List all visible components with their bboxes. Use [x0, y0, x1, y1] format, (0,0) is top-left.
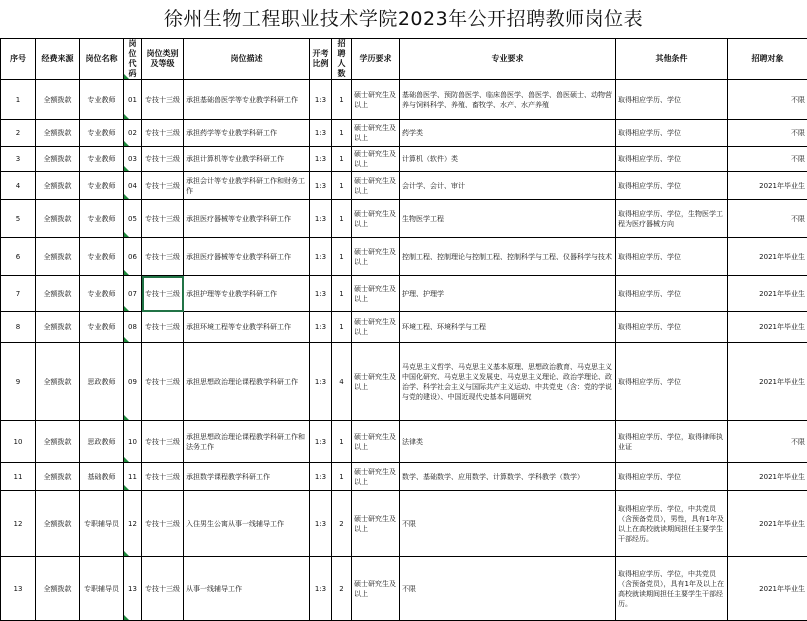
table-row: [1, 147, 807, 172]
cell-post[interactable]: 专职辅导员: [80, 491, 124, 557]
cell-code[interactable]: 12: [124, 491, 142, 557]
cell-target[interactable]: 2021年毕业生: [728, 238, 807, 276]
table-row: [1, 172, 807, 200]
header-cell[interactable]: 其他条件: [616, 39, 728, 80]
cell-edu[interactable]: 硕士研究生及以上: [352, 200, 400, 238]
cell-major[interactable]: 基础兽医学、预防兽医学、临床兽医学、兽医学、兽医硕士、动物营养与饲料科学、养殖、畜牧学、水产、水产养殖: [400, 80, 616, 120]
cell-ratio[interactable]: 1:3: [310, 147, 332, 172]
cell-num[interactable]: 1: [332, 276, 352, 312]
cell-ratio[interactable]: 1:3: [310, 200, 332, 238]
table-row: [1, 557, 807, 621]
cell-other[interactable]: 取得相应学历、学位，中共党员（含预备党员），具有1年及以上在高校就读期间担任主要学生干部经历。: [616, 557, 728, 621]
cell-other[interactable]: 取得相应学历、学位: [616, 238, 728, 276]
cell-no[interactable]: 1: [1, 80, 36, 120]
cell-post[interactable]: 专业教师: [80, 120, 124, 147]
cell-edu[interactable]: 硕士研究生及以上: [352, 491, 400, 557]
cell-ratio[interactable]: 1:3: [310, 312, 332, 343]
cell-no[interactable]: 5: [1, 200, 36, 238]
cell-edu[interactable]: 硕士研究生及以上: [352, 80, 400, 120]
cell-edu[interactable]: 硕士研究生及以上: [352, 276, 400, 312]
cell-target[interactable]: 不限: [728, 147, 807, 172]
cell-fund[interactable]: 全额拨款: [36, 172, 80, 200]
cell-no[interactable]: 8: [1, 312, 36, 343]
cell-edu[interactable]: 硕士研究生及以上: [352, 147, 400, 172]
header-cell[interactable]: 经费来源: [36, 39, 80, 80]
cell-desc[interactable]: 承担医疗器械等专业教学科研工作: [184, 238, 310, 276]
cell-no[interactable]: 7: [1, 276, 36, 312]
table-row: [1, 238, 807, 276]
cell-num[interactable]: 1: [332, 312, 352, 343]
cell-desc[interactable]: 入住男生公寓从事一线辅导工作: [184, 491, 310, 557]
table-row: [1, 421, 807, 463]
cell-major[interactable]: 数学、基础数学、应用数学、计算数学、学科教学（数学）: [400, 463, 616, 491]
cell-other[interactable]: 取得相应学历、学位，中共党员（含预备党员），男性，具有1年及以上在高校就读期间担任主要学生干部经历。: [616, 491, 728, 557]
cell-major[interactable]: 环境工程、环境科学与工程: [400, 312, 616, 343]
cell-num[interactable]: 1: [332, 463, 352, 491]
cell-level[interactable]: 专技十三级: [142, 238, 184, 276]
cell-major[interactable]: 马克思主义哲学、马克思主义基本原理、思想政治教育、马克思主义中国化研究、马克思主义发展史、马克思主义理论、政治学理论、政治学、科学社会主义与国际共产主义运动、中共党史（含：党的学说与党的建设）、中国近现代史基本问题研究: [400, 343, 616, 421]
cell-num[interactable]: 2: [332, 491, 352, 557]
cell-fund[interactable]: 全额拨款: [36, 491, 80, 557]
cell-post[interactable]: 专业教师: [80, 200, 124, 238]
cell-post[interactable]: 思政教师: [80, 343, 124, 421]
cell-major[interactable]: 药学类: [400, 120, 616, 147]
cell-num[interactable]: 1: [332, 421, 352, 463]
cell-level[interactable]: 专技十三级: [142, 312, 184, 343]
cell-code[interactable]: 01: [124, 80, 142, 120]
cell-major[interactable]: 计算机（软件）类: [400, 147, 616, 172]
header-cell[interactable]: 学历要求: [352, 39, 400, 80]
cell-fund[interactable]: 全额拨款: [36, 557, 80, 621]
header-cell[interactable]: 岗位代码: [124, 39, 142, 80]
cell-ratio[interactable]: 1:3: [310, 343, 332, 421]
cell-other[interactable]: 取得相应学历、学位，生物医学工程为医疗器械方向: [616, 200, 728, 238]
cell-post[interactable]: 专职辅导员: [80, 557, 124, 621]
cell-ratio[interactable]: 1:3: [310, 276, 332, 312]
cell-other[interactable]: 取得相应学历、学位: [616, 172, 728, 200]
cell-target[interactable]: 2021年毕业生: [728, 172, 807, 200]
cell-fund[interactable]: 全额拨款: [36, 120, 80, 147]
sheet-title: 徐州生物工程职业技术学院2023年公开招聘教师岗位表: [0, 0, 807, 38]
header-cell[interactable]: 招聘人数: [332, 39, 352, 80]
cell-major[interactable]: 控制工程、控制理论与控制工程、控制科学与工程、仪器科学与技术: [400, 238, 616, 276]
cell-code[interactable]: 09: [124, 343, 142, 421]
cell-level[interactable]: 专技十三级: [142, 463, 184, 491]
cell-level[interactable]: 专技十三级: [142, 200, 184, 238]
cell-other[interactable]: 取得相应学历、学位: [616, 147, 728, 172]
cell-code[interactable]: 05: [124, 200, 142, 238]
header-cell[interactable]: 岗位描述: [184, 39, 310, 80]
cell-num[interactable]: 1: [332, 238, 352, 276]
cell-post[interactable]: 思政教师: [80, 421, 124, 463]
cell-code[interactable]: 13: [124, 557, 142, 621]
cell-major[interactable]: 不限: [400, 557, 616, 621]
cell-level[interactable]: 专技十三级: [142, 421, 184, 463]
cell-edu[interactable]: 硕士研究生及以上: [352, 421, 400, 463]
cell-edu[interactable]: 硕士研究生及以上: [352, 312, 400, 343]
cell-target[interactable]: 2021年毕业生: [728, 312, 807, 343]
cell-level[interactable]: 专技十三级: [142, 147, 184, 172]
cell-level-selected[interactable]: 专技十三级: [142, 276, 184, 312]
cell-edu[interactable]: 硕士研究生及以上: [352, 120, 400, 147]
cell-major[interactable]: 法律类: [400, 421, 616, 463]
cell-no[interactable]: 9: [1, 343, 36, 421]
table-row: [1, 120, 807, 147]
cell-post[interactable]: 专业教师: [80, 238, 124, 276]
cell-fund[interactable]: 全额拨款: [36, 147, 80, 172]
cell-desc[interactable]: 承担计算机等专业教学科研工作: [184, 147, 310, 172]
cell-fund[interactable]: 全额拨款: [36, 80, 80, 120]
header-cell[interactable]: 岗位类别及等级: [142, 39, 184, 80]
cell-ratio[interactable]: 1:3: [310, 557, 332, 621]
cell-level[interactable]: 专技十三级: [142, 80, 184, 120]
cell-target[interactable]: 2021年毕业生: [728, 343, 807, 421]
cell-ratio[interactable]: 1:3: [310, 463, 332, 491]
cell-desc[interactable]: 承担思想政治理论课程教学科研工作: [184, 343, 310, 421]
cell-ratio[interactable]: 1:3: [310, 421, 332, 463]
cell-target[interactable]: 不限: [728, 120, 807, 147]
table-row: [1, 463, 807, 491]
cell-ratio[interactable]: 1:3: [310, 80, 332, 120]
cell-level[interactable]: 专技十三级: [142, 491, 184, 557]
table-row: [1, 276, 807, 312]
cell-desc[interactable]: 承担药学等专业教学科研工作: [184, 120, 310, 147]
cell-no[interactable]: 11: [1, 463, 36, 491]
header-cell[interactable]: 专业要求: [400, 39, 616, 80]
header-cell[interactable]: 岗位名称: [80, 39, 124, 80]
table-row: [1, 312, 807, 343]
cell-code[interactable]: 10: [124, 421, 142, 463]
cell-target[interactable]: 2021年毕业生: [728, 491, 807, 557]
cell-major[interactable]: 护理、护理学: [400, 276, 616, 312]
cell-target[interactable]: 不限: [728, 80, 807, 120]
cell-other[interactable]: 取得相应学历、学位: [616, 463, 728, 491]
cell-desc[interactable]: 承担思想政治理论课程教学科研工作和法务工作: [184, 421, 310, 463]
cell-ratio[interactable]: 1:3: [310, 172, 332, 200]
cell-post[interactable]: 专业教师: [80, 172, 124, 200]
cell-post[interactable]: 专业教师: [80, 147, 124, 172]
cell-ratio[interactable]: 1:3: [310, 491, 332, 557]
cell-fund[interactable]: 全额拨款: [36, 312, 80, 343]
cell-no[interactable]: 2: [1, 120, 36, 147]
cell-level[interactable]: 专技十三级: [142, 557, 184, 621]
cell-no[interactable]: 4: [1, 172, 36, 200]
header-cell[interactable]: 开考比例: [310, 39, 332, 80]
cell-no[interactable]: 10: [1, 421, 36, 463]
cell-target[interactable]: 2021年毕业生: [728, 463, 807, 491]
cell-no[interactable]: 12: [1, 491, 36, 557]
table-row: [1, 80, 807, 120]
cell-code[interactable]: 11: [124, 463, 142, 491]
cell-major[interactable]: 不限: [400, 491, 616, 557]
cell-target[interactable]: 2021年毕业生: [728, 276, 807, 312]
cell-edu[interactable]: 硕士研究生及以上: [352, 238, 400, 276]
cell-no[interactable]: 13: [1, 557, 36, 621]
table-row: [1, 200, 807, 238]
cell-desc[interactable]: 承担会计等专业教学科研工作和财务工作: [184, 172, 310, 200]
header-row: [1, 39, 807, 80]
cell-num[interactable]: 1: [332, 172, 352, 200]
job-table: [0, 38, 807, 621]
cell-other[interactable]: 取得相应学历、学位: [616, 312, 728, 343]
cell-fund[interactable]: 全额拨款: [36, 463, 80, 491]
cell-post[interactable]: 专业教师: [80, 80, 124, 120]
cell-edu[interactable]: 硕士研究生及以上: [352, 172, 400, 200]
cell-other[interactable]: 取得相应学历、学位: [616, 80, 728, 120]
cell-other[interactable]: 取得相应学历、学位: [616, 120, 728, 147]
cell-num[interactable]: 1: [332, 120, 352, 147]
header-cell[interactable]: 序号: [1, 39, 36, 80]
cell-code[interactable]: 08: [124, 312, 142, 343]
cell-code[interactable]: 07: [124, 276, 142, 312]
cell-edu[interactable]: 硕士研究生及以上: [352, 463, 400, 491]
cell-desc[interactable]: 承担数学课程教学科研工作: [184, 463, 310, 491]
cell-desc[interactable]: 承担基础兽医学等专业教学科研工作: [184, 80, 310, 120]
cell-no[interactable]: 3: [1, 147, 36, 172]
cell-ratio[interactable]: 1:3: [310, 238, 332, 276]
table-row: [1, 491, 807, 557]
cell-level[interactable]: 专技十三级: [142, 120, 184, 147]
cell-num[interactable]: 1: [332, 147, 352, 172]
cell-desc[interactable]: 从事一线辅导工作: [184, 557, 310, 621]
cell-target[interactable]: 不限: [728, 200, 807, 238]
cell-code[interactable]: 02: [124, 120, 142, 147]
cell-target[interactable]: 2021年毕业生: [728, 557, 807, 621]
cell-fund[interactable]: 全额拨款: [36, 421, 80, 463]
cell-major[interactable]: 会计学、会计、审计: [400, 172, 616, 200]
cell-ratio[interactable]: 1:3: [310, 120, 332, 147]
cell-desc[interactable]: 承担护理等专业教学科研工作: [184, 276, 310, 312]
table-row: [1, 343, 807, 421]
cell-no[interactable]: 6: [1, 238, 36, 276]
cell-edu[interactable]: 硕士研究生及以上: [352, 557, 400, 621]
cell-code[interactable]: 04: [124, 172, 142, 200]
cell-edu[interactable]: 硕士研究生及以上: [352, 343, 400, 421]
cell-desc[interactable]: 承担环境工程等专业教学科研工作: [184, 312, 310, 343]
cell-other[interactable]: 取得相应学历、学位: [616, 343, 728, 421]
cell-code[interactable]: 06: [124, 238, 142, 276]
cell-num[interactable]: 1: [332, 80, 352, 120]
cell-post[interactable]: 专业教师: [80, 312, 124, 343]
cell-level[interactable]: 专技十三级: [142, 172, 184, 200]
cell-major[interactable]: 生物医学工程: [400, 200, 616, 238]
header-cell[interactable]: 招聘对象: [728, 39, 807, 80]
cell-num[interactable]: 1: [332, 200, 352, 238]
cell-post[interactable]: 基础教师: [80, 463, 124, 491]
cell-fund[interactable]: 全额拨款: [36, 200, 80, 238]
cell-post[interactable]: 专业教师: [80, 276, 124, 312]
cell-code[interactable]: 03: [124, 147, 142, 172]
cell-desc[interactable]: 承担医疗器械等专业教学科研工作: [184, 200, 310, 238]
cell-fund[interactable]: 全额拨款: [36, 238, 80, 276]
cell-other[interactable]: 取得相应学历、学位，取得律师执业证: [616, 421, 728, 463]
cell-level[interactable]: 专技十三级: [142, 343, 184, 421]
cell-target[interactable]: 不限: [728, 421, 807, 463]
cell-fund[interactable]: 全额拨款: [36, 276, 80, 312]
cell-num[interactable]: 2: [332, 557, 352, 621]
cell-other[interactable]: 取得相应学历、学位: [616, 276, 728, 312]
cell-num[interactable]: 4: [332, 343, 352, 421]
cell-fund[interactable]: 全额拨款: [36, 343, 80, 421]
